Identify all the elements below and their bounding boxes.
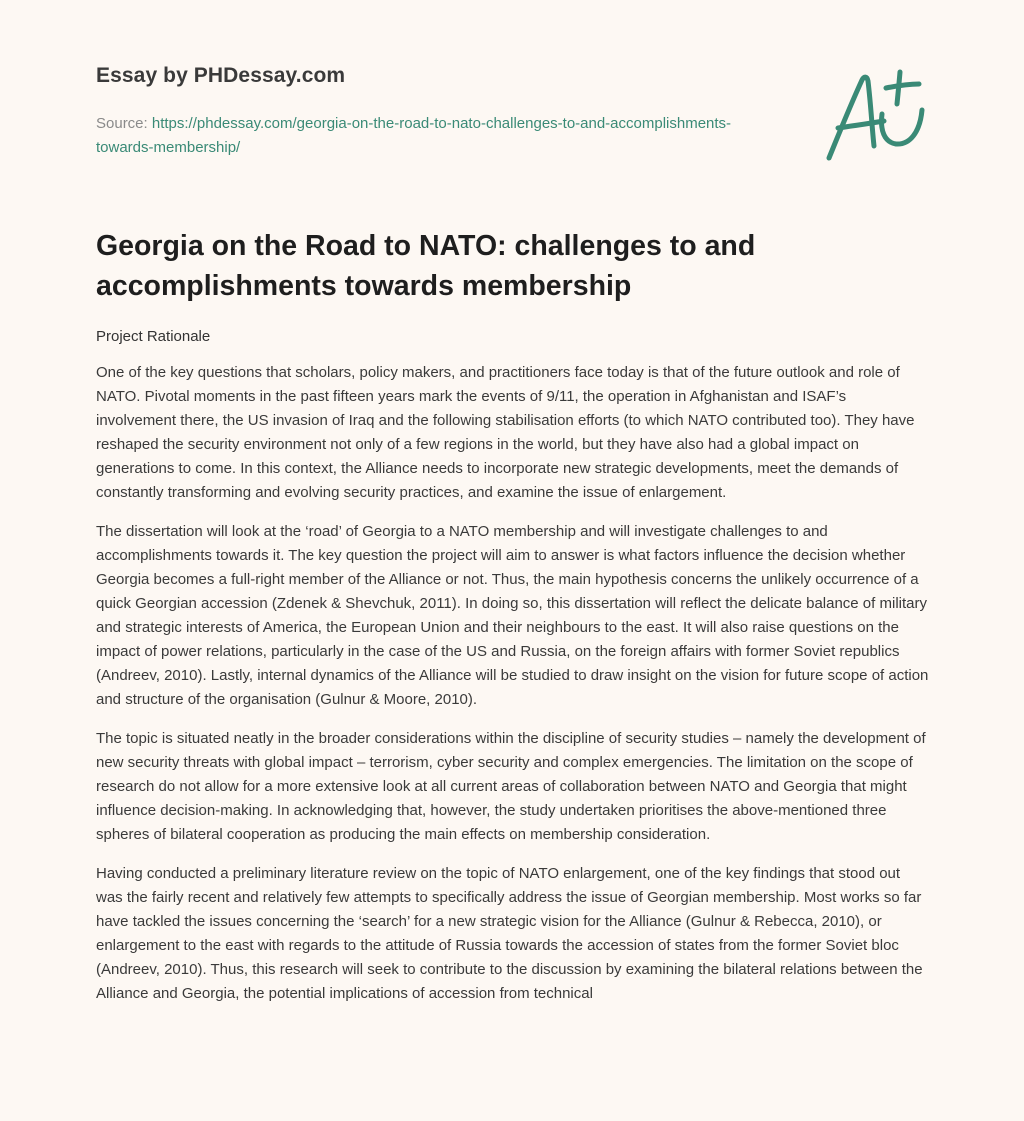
paragraph: The topic is situated neatly in the broader considerations within the discipline of security studies – namely the development of new security threats with global impact – terrorism, cyber security and complex emergencies. The limitation on the scope of research do not allow for a more extensive look at all current areas of collaboration between NATO and Georgia that might influence decision-making. In acknowledging that, however, the study undertaken prioritises the above-mentioned three spheres of bilateral cooperation as producing the main effects on membership consideration. [96, 730, 926, 843]
brand-title: Essay by PHDessay.com [96, 64, 346, 87]
document-title: Georgia on the Road to NATO: challenges to and accomplishments towards membership [96, 230, 756, 302]
document-body [96, 361, 930, 1021]
section-heading: Project Rationale [96, 328, 211, 345]
page-header [96, 0, 928, 190]
paragraph: One of the key questions that scholars, policy makers, and practitioners face today is that of the future outlook and role of NATO. Pivotal moments in the past fifteen years mark the events of 9/11, the operation in Afghanistan and ISAF’s involvement there, the US invasion of Iraq and the following stabilisation efforts (to which NATO contributed too). They have reshaped the security environment not only of a few regions in the world, but they have also had a global impact on generations to come. In this context, the Alliance needs to incorporate new strategic developments, meet the demands of constantly transforming and evolving security practices, and examine the issue of enlargement. [96, 364, 915, 501]
source-link[interactable]: https://phdessay.com/georgia-on-the-road-to-nato-challenges-to-and-accomplishments-towards-membership/ [96, 115, 732, 156]
document-page [96, 0, 929, 1002]
paragraph: Having conducted a preliminary literature review on the topic of NATO enlargement, one of the key findings that stood out was the fairly recent and relatively few attempts to specifically address the issue of Georgian membership. Most works so far have tackled the issues concerning the ‘search’ for a new strategic vision for the Alliance (Gulnur & Rebecca, 2010), or enlargement to the east with regards to the attitude of Russia towards the accession of states from the former Soviet bloc (Andreev, 2010). Thus, this research will seek to contribute to the discussion by examining the bilateral relations between the Alliance and Georgia, the potential implications of accession from technical [96, 865, 923, 1002]
paragraph: The dissertation will look at the ‘road’ of Georgia to a NATO membership and will investigate challenges to and accomplishments towards it. The key question the project will aim to answer is what factors influence the decision whether Georgia becomes a full-right member of the Alliance or not. Thus, the main hypothesis concerns the unlikely occurrence of a quick Georgian accession (Zdenek & Shevchuk, 2011). In doing so, this dissertation will reflect the delicate balance of military and strategic interests of America, the European Union and their neighbours to the east. It will also raise questions on the impact of power relations, particularly in the case of the US and Russia, on the foreign affairs with former Soviet republics (Andreev, 2010). Lastly, internal dynamics of the Alliance will be studied to draw insight on the vision for future scope of action and structure of the organisation (Gulnur & Moore, 2010). [96, 523, 929, 708]
source-label: Source: [96, 115, 148, 132]
a-plus-logo-icon [824, 66, 930, 164]
source-line [96, 112, 736, 160]
